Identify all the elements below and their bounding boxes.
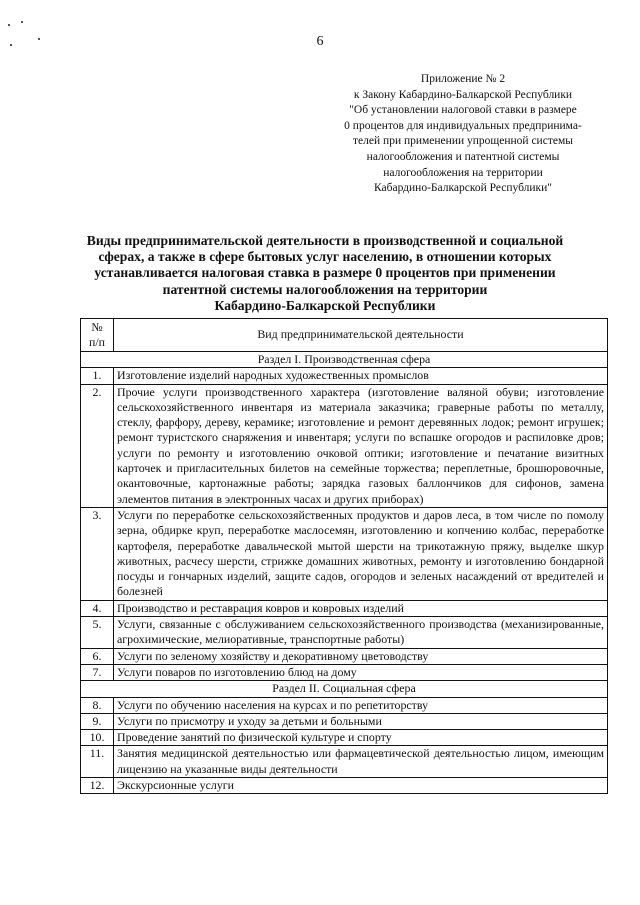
table-row — [81, 730, 608, 746]
table-row — [81, 368, 608, 384]
section-title: Раздел II. Социальная сфера — [81, 681, 608, 697]
section-title: Раздел I. Производственная сфера — [81, 352, 608, 368]
header-number-symbol: № — [91, 320, 103, 334]
heading-line: устанавливается налоговая ставка в размере 0 процентов при применении — [94, 265, 556, 281]
row-activity: Изготовление изделий народных художественных промыслов — [114, 368, 608, 384]
section-row — [81, 681, 608, 697]
table-row — [81, 507, 608, 600]
heading-line: Кабардино-Балкарской Республики — [214, 297, 436, 313]
heading-line: сферах, а также в сфере бытовых услуг населению, в отношении которых — [98, 249, 552, 265]
row-activity: Проведение занятий по физической культуре и спорту — [114, 730, 608, 746]
row-number: 11. — [81, 746, 114, 778]
row-number: 4. — [81, 600, 114, 616]
page-number: 6 — [316, 34, 324, 49]
header-number — [81, 319, 114, 352]
row-activity: Услуги по переработке сельскохозяйственных продуктов и даров леса, в том числе по помолу зерна, обдирке круп, переработке маслосемян, изготовлению и копчению колбас, переработке картофеля, переработке давальческой мытой шерсти на трикотажную пряжу, выделке шкур животных, расчесу шерсти, стрижке домашних животных, ремонту и изготовлению бондарной посуды и гончарных изделий, защите садов, огородов и зеленых насаждений от вредителей и болезней — [114, 507, 608, 600]
row-activity: Услуги по обучению населения на курсах и по репетиторству — [114, 697, 608, 713]
row-activity: Экскурсионные услуги — [114, 778, 608, 794]
table-row — [81, 648, 608, 664]
row-number: 1. — [81, 368, 114, 384]
table-header-row — [81, 319, 608, 352]
row-activity: Занятия медицинской деятельностью или фармацевтической деятельностью лицом, имеющим лицензию на указанные виды деятельности — [114, 746, 608, 778]
table-row — [81, 746, 608, 778]
table-row — [81, 617, 608, 649]
appendix-line: телей при применении упрощенной системы — [353, 135, 573, 148]
row-number: 8. — [81, 697, 114, 713]
row-number: 5. — [81, 617, 114, 649]
activities-table — [80, 318, 608, 794]
row-number: 2. — [81, 384, 114, 507]
row-number: 3. — [81, 507, 114, 600]
row-activity: Услуги по зеленому хозяйству и декоративному цветоводству — [114, 648, 608, 664]
row-activity: Услуги, связанные с обслуживанием сельскохозяйственного производства (механизированные, агрохимические, мелиоративные, транспортные работы) — [114, 617, 608, 649]
appendix-line: Приложение № 2 — [420, 73, 506, 85]
row-number: 10. — [81, 730, 114, 746]
section-row — [81, 352, 608, 368]
heading-line: Виды предпринимательской деятельности в производственной и социальной — [86, 233, 564, 248]
header-number-abbr: п/п — [88, 335, 106, 349]
row-activity: Услуги поваров по изготовлению блюд на дому — [114, 664, 608, 680]
row-activity: Прочие услуги производственного характера (изготовление валяной обуви; изготовление сельскохозяйственного инвентаря из материала заказчика; граверные работы по металлу, стеклу, фарфору, дереву, керамике; изготовление и ремонт деревянных лодок; ремонт игрушек; ремонт туристского снаряжения и инвентаря; услуги по вспашке огородов и распиловке дров; услуги по ремонту и изготовлению очковой оптики; изготовление и печатание визитных карточек и пригласительных билетов на семейные торжества; переплетные, брошюровочные, окантовочные, картонажные работы; зарядка газовых баллончиков для сифонов, замена элементов питания в электронных часах и других приборах) — [114, 384, 608, 507]
appendix-line: к Закону Кабардино-Балкарской Республики — [353, 88, 573, 101]
document-heading — [60, 233, 590, 314]
appendix-line: "Об установлении налоговой ставки в размере — [349, 104, 577, 117]
row-number: 6. — [81, 648, 114, 664]
appendix-reference — [318, 72, 608, 197]
row-number: 7. — [81, 664, 114, 680]
row-number: 12. — [81, 778, 114, 794]
header-activity: Вид предпринимательской деятельности — [114, 319, 608, 352]
table-row — [81, 697, 608, 713]
table-row — [81, 600, 608, 616]
table-row — [81, 664, 608, 680]
row-activity: Производство и реставрация ковров и ковровых изделий — [114, 600, 608, 616]
appendix-line: 0 процентов для индивидуальных предпринима- — [344, 119, 582, 132]
appendix-line: налогообложения на территории — [383, 166, 543, 179]
table-row — [81, 713, 608, 729]
table-row — [81, 778, 608, 794]
table-row — [81, 384, 608, 507]
appendix-line: налогообложения и патентной системы — [366, 150, 560, 163]
row-activity: Услуги по присмотру и уходу за детьми и больными — [114, 713, 608, 729]
appendix-line: Кабардино-Балкарской Республики" — [373, 182, 552, 195]
heading-line: патентной системы налогообложения на территории — [162, 281, 488, 297]
row-number: 9. — [81, 713, 114, 729]
